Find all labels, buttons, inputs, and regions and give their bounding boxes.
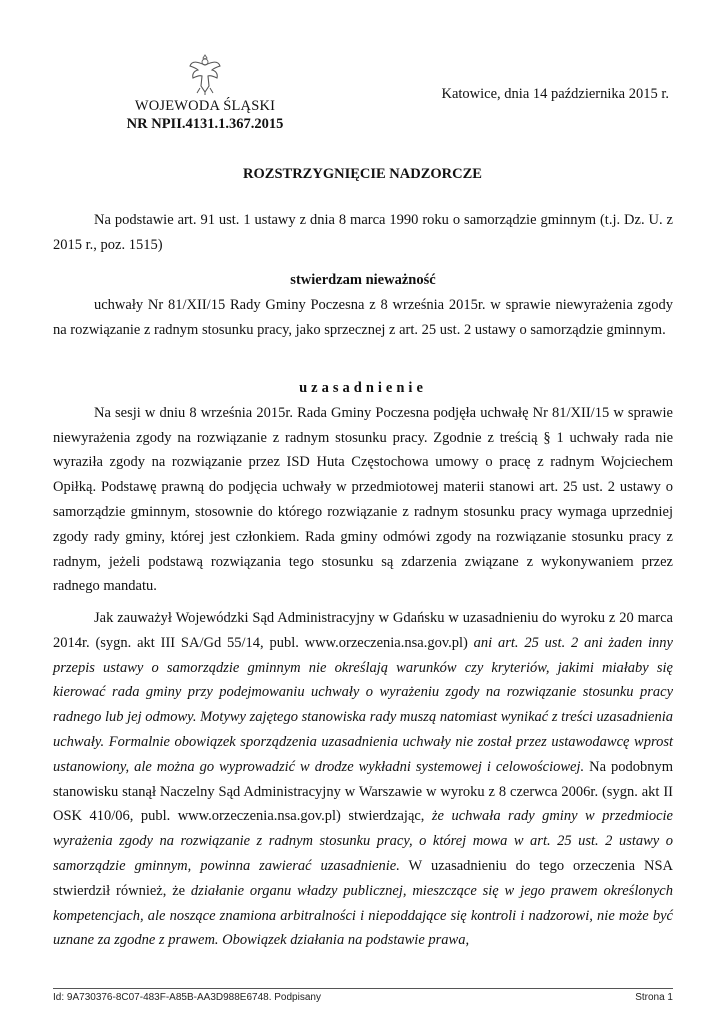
legal-basis-paragraph: Na podstawie art. 91 ust. 1 ustawy z dnia 8 marca 1990 roku o samorządzie gminnym (t.j. Dz. U. z 2015 r., poz. 1515) [53, 212, 673, 253]
date-line: Katowice, dnia 14 października 2015 r. [441, 86, 669, 102]
case-law-quote-2: że uchwała rady gminy w przedmiocie wyrażenia zgody na rozwiązanie z radnym stosunku pracy, o której mowa w art. 25 ust. 2 ustawy o samorządzie gminnym, powinna zawierać uzasadnienie. [53, 808, 673, 874]
page-number: Strona 1 [635, 992, 673, 1003]
justification-heading: uzasadnienie [299, 380, 427, 396]
decision-heading: stwierdzam nieważność [290, 272, 436, 288]
case-law-block [53, 606, 673, 953]
resolution-paragraph: uchwały Nr 81/XII/15 Rady Gminy Poczesna z 8 września 2015r. w sprawie niewyrażenia zgody na rozwiązanie z radnym stosunku pracy, jako sprzecznej z art. 25 ust. 2 ustawy o samorządzie gminnym. [53, 296, 673, 338]
document-title: ROZSTRZYGNIĘCIE NADZORCZE [243, 166, 482, 182]
case-law-text-2: Na podobnym stanowisku stanął Naczelny Sąd Administracyjny w Warszawie w wyroku z 8 czerwca 2006r. (sygn. akt II OSK 410/06, publ. www.orzeczenia.nsa.gov.pl) stwierdzając, [53, 758, 674, 825]
page-footer [53, 992, 673, 1003]
facts-paragraph: Na sesji w dniu 8 września 2015r. Rada Gminy Poczesna podjęła uchwałę Nr 81/XII/15 w sprawie niewyrażenia zgody na rozwiązanie z radnym stosunku pracy. Zgodnie z treścią § 1 uchwały rada nie wyraziła zgody na rozwiązanie przez ISD Huta Częstochowa umowy o pracę z radnym Wojciechem Opiłką. Podstawę prawną do podjęcia uchwały w przedmiotowej materii stanowi art. 25 ust. 2 ustawy o samorządzie gminnym, stosownie do którego rozwiązanie z radnym stosunku pracy wymaga uprzedniej zgody rady gminy, której jest członkiem. Rada gminy odmówi zgody na rozwiązanie stosunku pracy z radnym, jeżeli podstawą rozwiązania tego stosunku są zdarzenia związane z wykonywaniem przez radnego mandatu. [53, 404, 673, 595]
reference-number: NR NPII.4131.1.367.2015 [126, 116, 284, 132]
case-law-paragraph [53, 606, 673, 953]
case-law-text-1: Jak zauważył Wojewódzki Sąd Administracyjny w Gdańsku w uzasadnieniu do wyroku z 20 marca 2014r. (sygn. akt III SA/Gd 55/14, publ. www.orzeczenia.nsa.gov.pl) [53, 610, 673, 651]
case-law-quote-1: ani art. 25 ust. 2 ani żaden inny przepis ustawy o samorządzie gminnym nie określają warunków czy kryteriów, jakimi miałaby się kierować rada gminy przy podejmowaniu uchwały o wyrażeniu zgody na rozwiązanie stosunku pracy radnego lub jej odmowy. Motywy zajętego stanowiska rady muszą natomiast wynikać z treści uzasadnienia uchwały. Formalnie obowiązek sporządzenia uzasadnienia uchwały nie został przez ustawodawcę wprost ustanowiony, ale można go wyprowadzić w drodze wykładni systemowej i celowościowej. [53, 634, 673, 775]
decision-block [53, 268, 673, 342]
authority-block [120, 97, 290, 133]
body-top [53, 208, 673, 258]
justification-block [53, 376, 673, 599]
document-id: Id: 9A730376-8C07-483F-A85B-AA3D988E6748. Podpisany [53, 992, 321, 1003]
polish-eagle-icon [188, 52, 222, 96]
case-law-text-3: W uzasadnieniu do tego orzeczenia NSA stwierdził również, że [53, 857, 673, 899]
case-law-quote-3: działanie organu władzy publicznej, mieszczące się w jego prawem określonych kompetencjach, ale noszące znamiona arbitralności i niepoddające się kontroli i nadzorowi, nie może być uznane za zgodne z prawem. Obowiązek działania na podstawie prawa, [53, 882, 673, 949]
office-name: WOJEWODA ŚLĄSKI [134, 98, 276, 114]
footer-divider [53, 988, 673, 989]
